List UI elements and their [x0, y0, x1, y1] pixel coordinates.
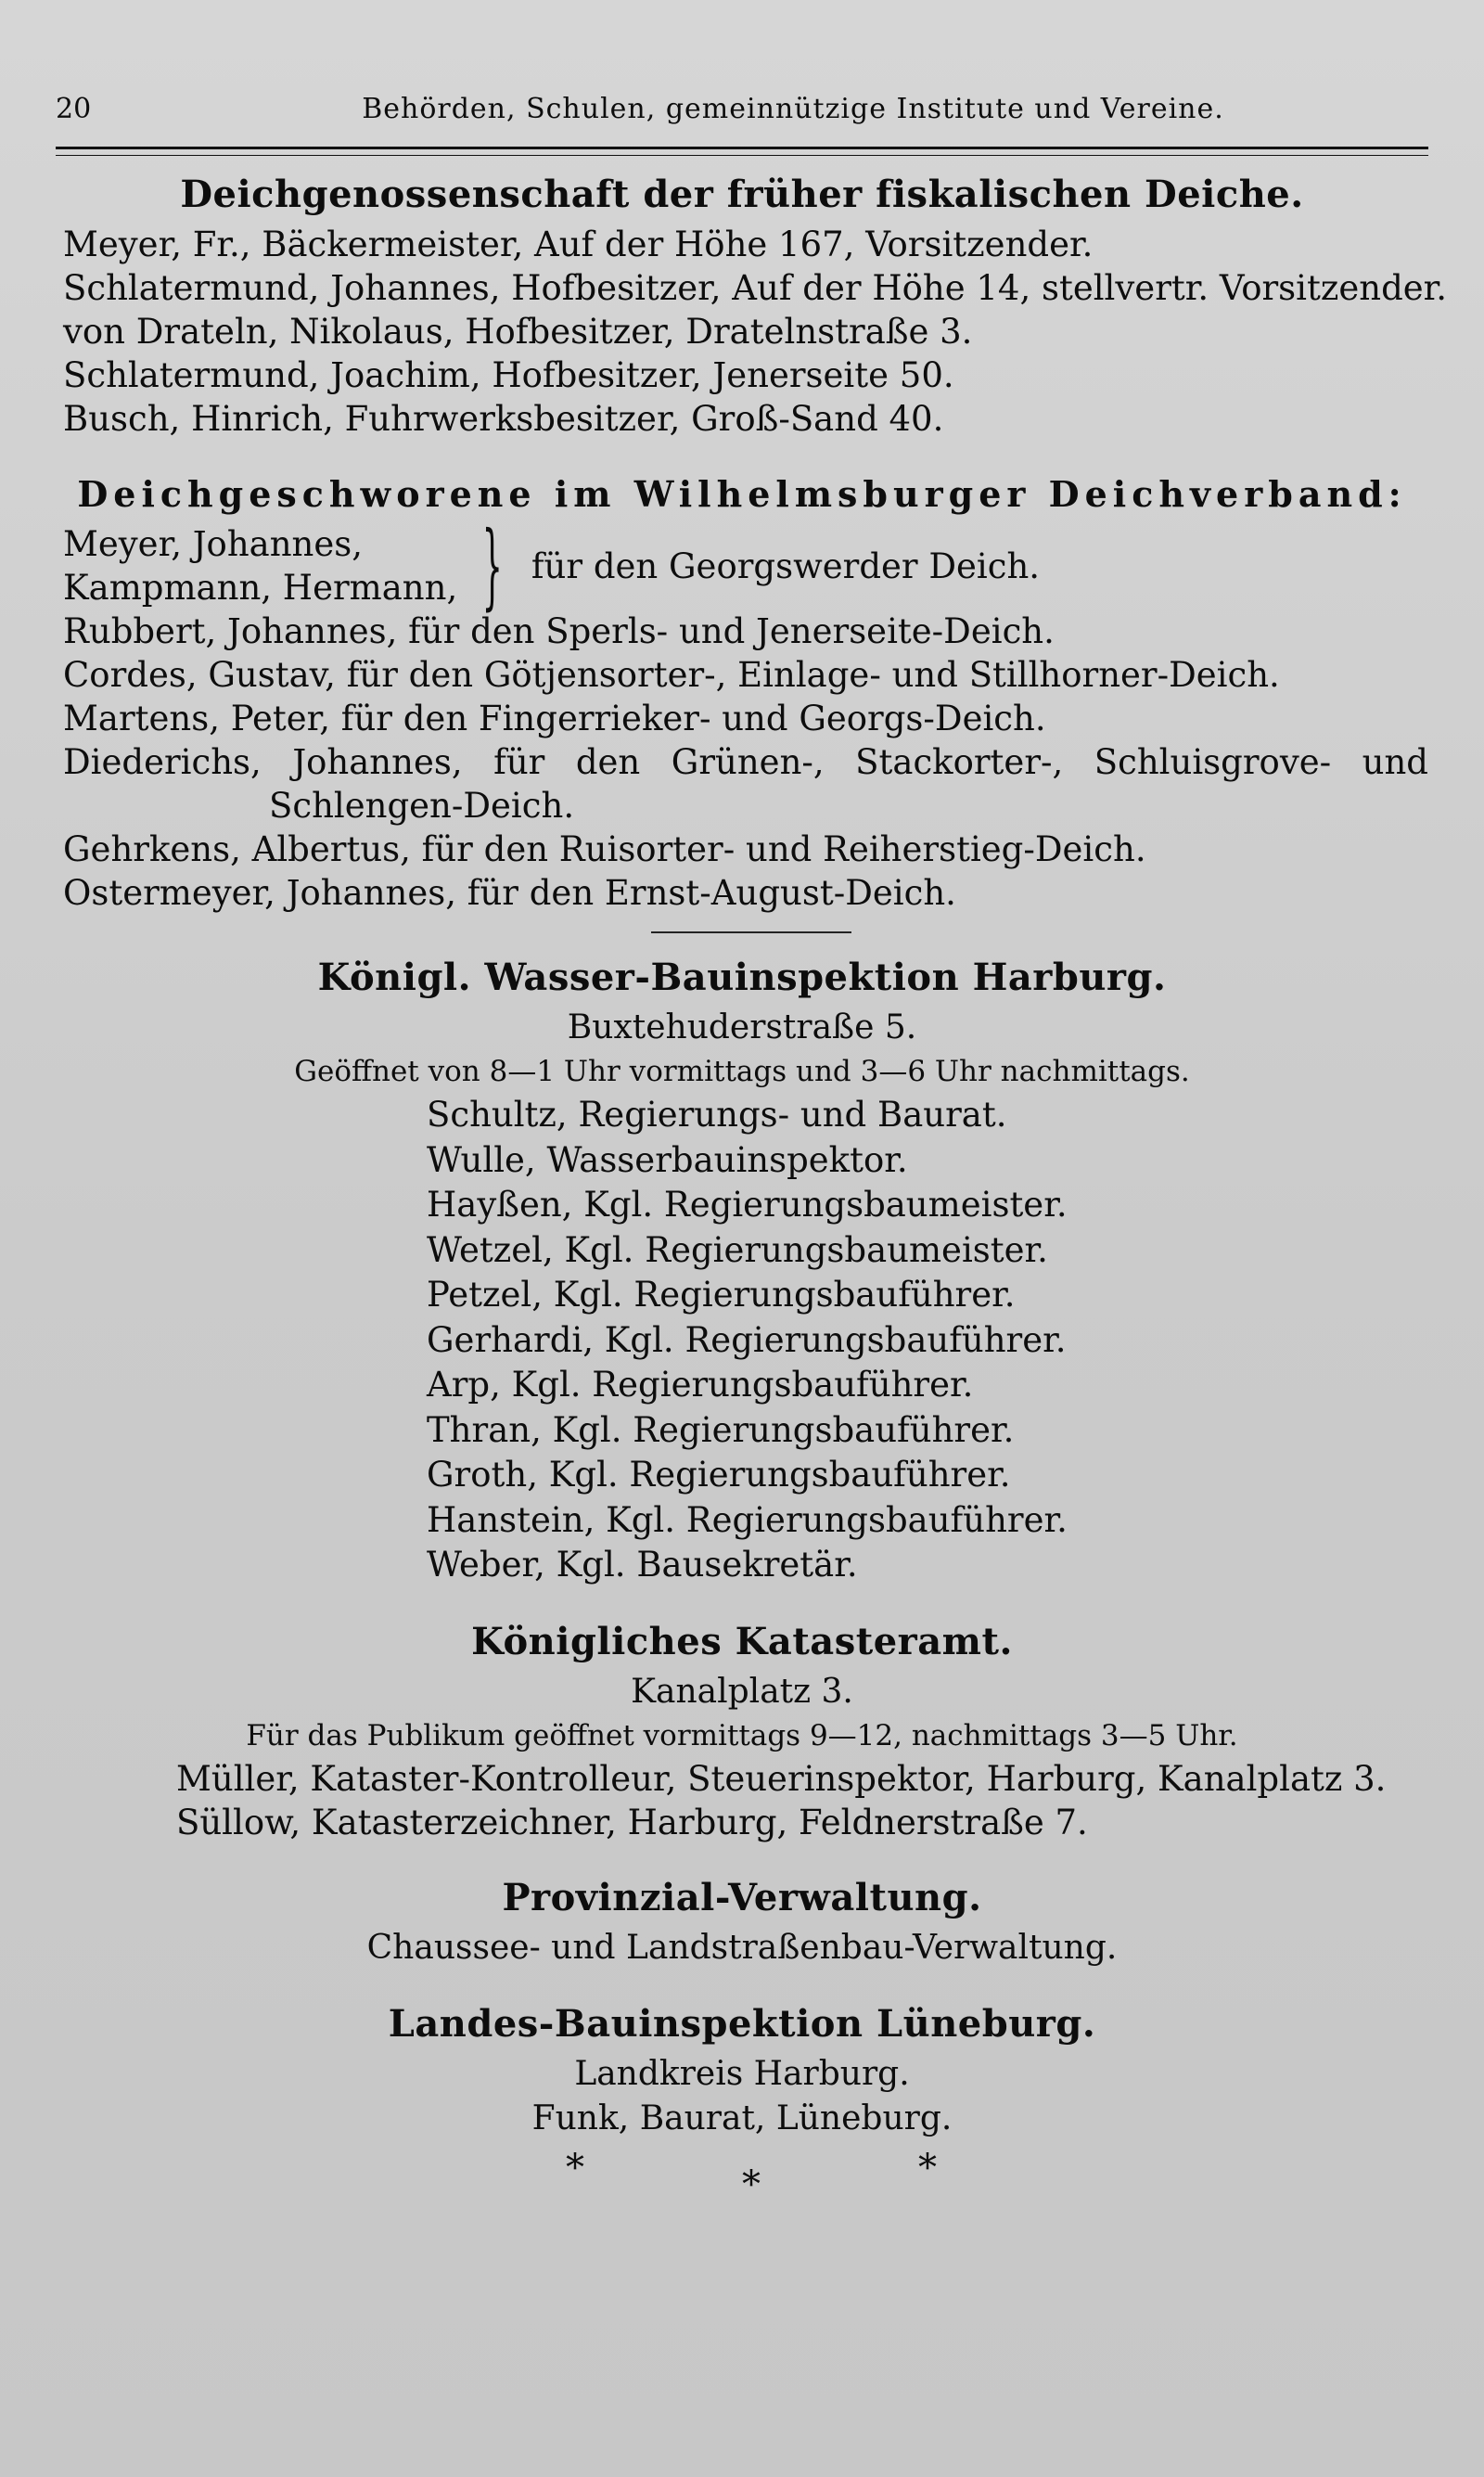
list-item: Hanstein, Kgl. Regierungsbauführer. — [427, 1499, 1068, 1540]
list-item: Groth, Kgl. Regierungsbauführer. — [427, 1455, 1011, 1495]
section-title-deichgenossenschaft: Deichgenossenschaft der früher fiskalischen Deiche. — [180, 173, 1304, 216]
list-item: Rubbert, Johannes, für den Sperls- und Jenerseite-Deich. — [63, 611, 1055, 651]
list-item: Süllow, Katasterzeichner, Harburg, Feldnerstraße 7. — [176, 1802, 1088, 1842]
page-number: 20 — [56, 93, 92, 125]
list-item: Schlatermund, Johannes, Hofbesitzer, Auf der Höhe 14, stellvertr. Vorsitzender. — [63, 268, 1448, 308]
brace-text: für den Georgswerder Deich. — [531, 545, 1041, 586]
section-title-deichgeschworene: Deichgeschworene im Wilhelmsburger Deichverband: — [77, 473, 1407, 515]
list-item: Schlatermund, Joachim, Hofbesitzer, Jenerseite 50. — [63, 355, 954, 395]
word: und — [1362, 742, 1428, 782]
word: Stackorter-, — [855, 742, 1064, 782]
list-item: Gehrkens, Albertus, für den Ruisorter- und Reiherstieg-Deich. — [63, 829, 1146, 869]
list-item: Wetzel, Kgl. Regierungsbaumeister. — [427, 1229, 1048, 1270]
list-item: Schultz, Regierungs- und Baurat. — [427, 1095, 1007, 1135]
list-item-continuation: Schlengen-Deich. — [269, 786, 575, 826]
landes-entry: Funk, Baurat, Lüneburg. — [531, 2098, 953, 2137]
wasser-staff-list — [56, 1093, 1428, 1588]
deich1-list — [56, 223, 1448, 441]
section-title-katasteramt: Königliches Katasteramt. — [471, 1619, 1013, 1663]
brace-group-georgswerder — [56, 511, 1428, 620]
wasser-address: Buxtehuderstraße 5. — [567, 1008, 917, 1046]
word: Grünen-, — [671, 742, 825, 782]
list-item: Martens, Peter, für den Fingerrieker- und Georgs-Deich. — [63, 699, 1046, 738]
kataster-hours: Für das Publikum geöffnet vormittags 9—12, nachmittags 3—5 Uhr. — [246, 1718, 1238, 1752]
list-item: Arp, Kgl. Regierungsbauführer. — [427, 1365, 974, 1405]
wasser-hours: Geöffnet von 8—1 Uhr vormittags und 3—6 Uhr nachmittags. — [294, 1055, 1190, 1088]
word: für — [493, 742, 545, 782]
page-header — [56, 93, 1428, 125]
list-item: Petzel, Kgl. Regierungsbauführer. — [427, 1275, 1016, 1315]
word: Johannes, — [292, 742, 463, 782]
provinzial-subtitle: Chaussee- und Landstraßenbau-Verwaltung. — [366, 1928, 1118, 1967]
brace-symbol: } — [481, 511, 504, 620]
end-ornament: * * * — [566, 2146, 937, 2206]
section-divider — [651, 931, 851, 933]
word: den — [575, 742, 641, 782]
kataster-address: Kanalplatz 3. — [631, 1672, 853, 1711]
header-rule — [56, 147, 1428, 156]
page-content — [56, 167, 1448, 2206]
list-item: Cordes, Gustav, für den Götjensorter-, Einlage- und Stillhorner-Deich. — [63, 655, 1280, 695]
word: Schluisgrove- — [1094, 742, 1332, 782]
list-item: von Drateln, Nikolaus, Hofbesitzer, Dratelnstraße 3. — [63, 312, 973, 352]
list-item: Meyer, Johannes, — [63, 524, 364, 564]
list-item: Meyer, Fr., Bäckermeister, Auf der Höhe 167, Vorsitzender. — [63, 225, 1094, 264]
section-title-wasser-bauinspektion: Königl. Wasser-Bauinspektion Harburg. — [317, 956, 1167, 999]
section-title-provinzial: Provinzial-Verwaltung. — [502, 1875, 982, 1919]
list-item: Thran, Kgl. Regierungsbauführer. — [427, 1409, 1015, 1450]
list-item: Weber, Kgl. Bausekretär. — [427, 1545, 858, 1585]
list-item: Kampmann, Hermann, — [63, 568, 458, 608]
landes-subtitle: Landkreis Harburg. — [574, 2054, 910, 2093]
list-item-justified — [56, 740, 1428, 784]
list-item: Wulle, Wasserbauinspektor. — [427, 1139, 908, 1180]
word: Diederichs, — [63, 742, 262, 782]
running-title: Behörden, Schulen, gemeinnützige Institute und Vereine. — [362, 93, 1224, 125]
section-title-landes-bauinspektion: Landes-Bauinspektion Lüneburg. — [388, 2001, 1096, 2046]
list-item: Gerhardi, Kgl. Regierungsbauführer. — [427, 1319, 1067, 1360]
list-item: Müller, Kataster-Kontrolleur, Steuerinspektor, Harburg, Kanalplatz 3. — [176, 1758, 1387, 1799]
list-item: Ostermeyer, Johannes, für den Ernst-August-Deich. — [63, 873, 956, 913]
list-item: Busch, Hinrich, Fuhrwerksbesitzer, Groß-Sand 40. — [63, 399, 944, 439]
list-item: Hayßen, Kgl. Regierungsbaumeister. — [427, 1185, 1068, 1225]
